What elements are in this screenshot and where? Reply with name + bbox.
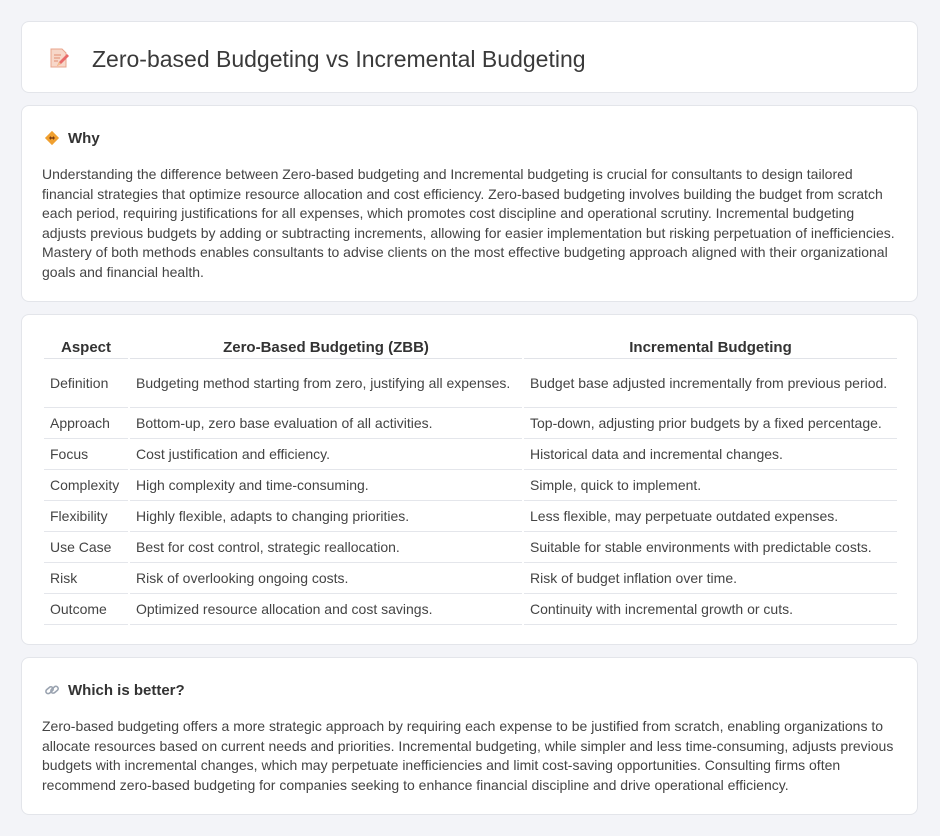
table-row [44, 532, 897, 563]
table-row [44, 563, 897, 594]
better-heading: Which is better? [68, 681, 185, 699]
header-aspect: Aspect [44, 334, 128, 359]
aspect-cell: Outcome [44, 594, 128, 625]
incremental-cell: Less flexible, may perpetuate outdated expenses. [524, 501, 897, 532]
table-row [44, 439, 897, 470]
incremental-cell: Continuity with incremental growth or cuts. [524, 594, 897, 625]
link-icon [44, 682, 60, 698]
table-row [44, 408, 897, 439]
aspect-cell: Risk [44, 563, 128, 594]
which-better-section [21, 657, 918, 815]
title-card [21, 21, 918, 93]
incremental-cell: Budget base adjusted incrementally from previous period. [524, 359, 897, 408]
table-row [44, 501, 897, 532]
incremental-cell: Historical data and incremental changes. [524, 439, 897, 470]
zbb-cell: Budgeting method starting from zero, justifying all expenses. [130, 359, 522, 408]
memo-pencil-icon [48, 47, 70, 69]
why-heading: Why [68, 129, 100, 147]
zbb-cell: Risk of overlooking ongoing costs. [130, 563, 522, 594]
zbb-cell: High complexity and time-consuming. [130, 470, 522, 501]
aspect-cell: Flexibility [44, 501, 128, 532]
incremental-cell: Suitable for stable environments with predictable costs. [524, 532, 897, 563]
table-row [44, 470, 897, 501]
zbb-cell: Highly flexible, adapts to changing priorities. [130, 501, 522, 532]
table-header-row [44, 334, 897, 359]
why-header [44, 128, 100, 148]
comparison-section [21, 314, 918, 645]
aspect-cell: Definition [44, 359, 128, 408]
zbb-cell: Bottom-up, zero base evaluation of all activities. [130, 408, 522, 439]
page-title: Zero-based Budgeting vs Incremental Budgeting [92, 46, 586, 72]
table-row [44, 359, 897, 408]
comparison-table [42, 334, 899, 625]
why-text: Understanding the difference between Zero-based budgeting and Incremental budgeting is crucial for consultants to design tailored financial strategies that optimize resource allocation and cost efficiency. Zero-based budgeting involves building the budget from scratch each period, requiring justifications for all expenses, which promotes cost discipline and operational scrutiny. Incremental budgeting adjusts previous budgets by adding or subtracting increments, allowing for easier implementation but risking perpetuation of inefficiencies. Mastery of both methods enables consultants to advise clients on the most effective budgeting approach aligned with their organizational goals and financial health. [42, 166, 895, 280]
aspect-cell: Complexity [44, 470, 128, 501]
incremental-cell: Top-down, adjusting prior budgets by a fixed percentage. [524, 408, 897, 439]
zbb-cell: Best for cost control, strategic reallocation. [130, 532, 522, 563]
table-row [44, 594, 897, 625]
zbb-cell: Cost justification and efficiency. [130, 439, 522, 470]
incremental-cell: Simple, quick to implement. [524, 470, 897, 501]
better-header [44, 680, 185, 700]
diamond-arrows-icon [44, 130, 60, 146]
better-text: Zero-based budgeting offers a more strategic approach by requiring each expense to be justified from scratch, enabling organizations to allocate resources based on current needs and priorities. Incremental budgeting, while simpler and less time-consuming, adjusts previous budgets with incremental changes, which may perpetuate inefficiencies and limit cost-saving opportunities. Consulting firms often recommend zero-based budgeting for companies seeking to enhance financial discipline and drive operational efficiency. [42, 718, 894, 793]
header-zbb: Zero-Based Budgeting (ZBB) [130, 334, 522, 359]
header-incremental: Incremental Budgeting [524, 334, 897, 359]
aspect-cell: Use Case [44, 532, 128, 563]
aspect-cell: Focus [44, 439, 128, 470]
why-section [21, 105, 918, 302]
aspect-cell: Approach [44, 408, 128, 439]
zbb-cell: Optimized resource allocation and cost savings. [130, 594, 522, 625]
incremental-cell: Risk of budget inflation over time. [524, 563, 897, 594]
